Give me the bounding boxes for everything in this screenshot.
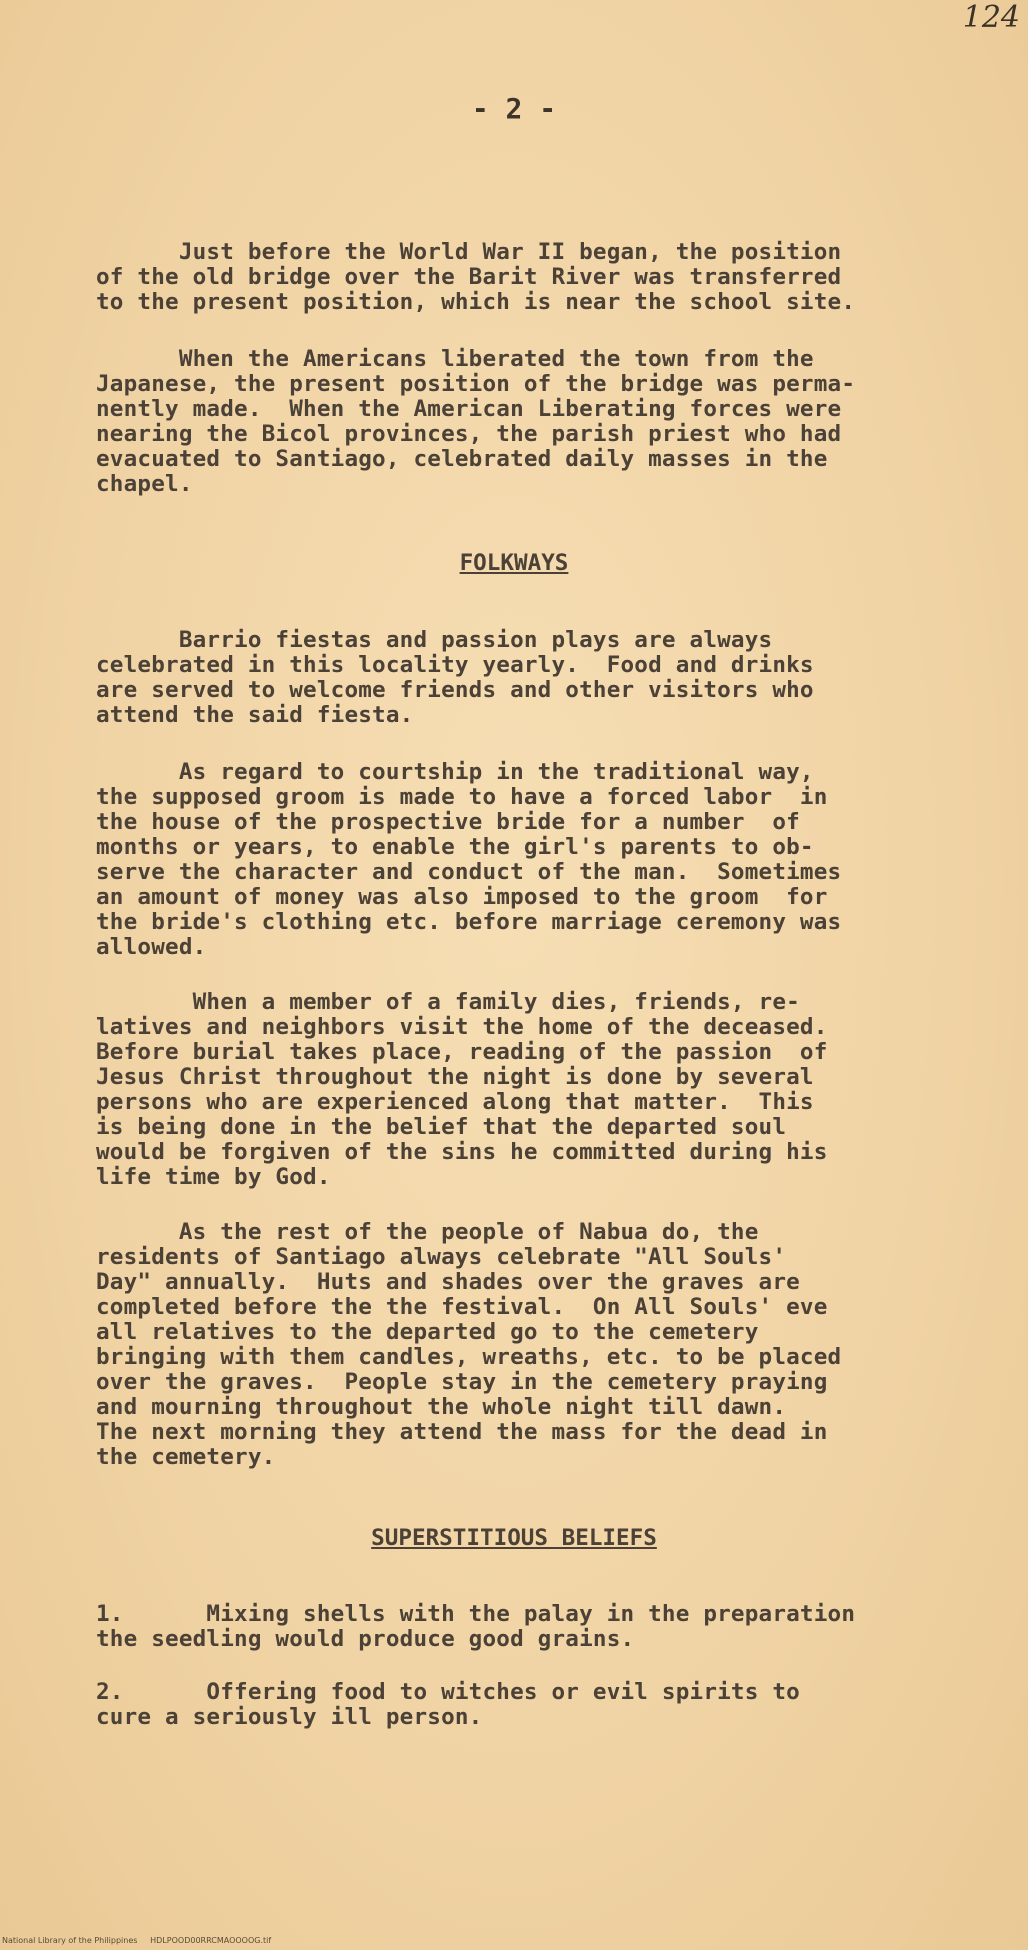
handwritten-page-number: 124 [962, 0, 1020, 35]
text-line: chapel. [96, 471, 193, 497]
text-line: When a member of a family dies, friends, re- [96, 989, 800, 1015]
text-line: When the Americans liberated the town from the [96, 346, 814, 372]
text-line: residents of Santiago always celebrate "All Souls' [96, 1244, 787, 1270]
paragraph-death [96, 990, 956, 1190]
text-line: and mourning throughout the whole night till dawn. [96, 1394, 787, 1420]
text-line: nearing the Bicol provinces, the parish priest who had [96, 421, 842, 447]
paragraph-fiestas [96, 628, 956, 728]
archive-footer: National Library of the Philippines HDLPOOD00RRCMAOOOOG.tif [2, 1936, 272, 1945]
text-line: over the graves. People stay in the cemetery praying [96, 1369, 828, 1395]
heading-folkways: FOLKWAYS [459, 550, 569, 576]
text-line: completed before the the festival. On All Souls' eve [96, 1294, 828, 1320]
text-line: is being done in the belief that the departed soul [96, 1114, 787, 1140]
text-line: the house of the prospective bride for a number of [96, 809, 800, 835]
text-line: an amount of money was also imposed to the groom for [96, 884, 828, 910]
text-line: As the rest of the people of Nabua do, the [96, 1219, 759, 1245]
text-line: Jesus Christ throughout the night is done by several [96, 1064, 814, 1090]
text-line: evacuated to Santiago, celebrated daily masses in the [96, 446, 828, 472]
text-line: 2. Offering food to witches or evil spirits to [96, 1679, 800, 1705]
paragraph-courtship [96, 760, 956, 960]
text-line: all relatives to the departed go to the cemetery [96, 1319, 759, 1345]
text-line: Before burial takes place, reading of the passion of [96, 1039, 828, 1065]
text-line: celebrated in this locality yearly. Food and drinks [96, 652, 814, 678]
text-line: the supposed groom is made to have a forced labor in [96, 784, 828, 810]
page-number: - 2 - [471, 92, 557, 125]
text-line: the bride's clothing etc. before marriage ceremony was [96, 909, 842, 935]
text-line: months or years, to enable the girl's parents to ob- [96, 834, 814, 860]
text-line: to the present position, which is near the school site. [96, 289, 856, 315]
text-line: attend the said fiesta. [96, 702, 414, 728]
paragraph-liberation [96, 347, 956, 497]
belief-item-1 [96, 1602, 956, 1652]
text-line: cure a seriously ill person. [96, 1704, 483, 1730]
text-line: Day" annually. Huts and shades over the graves are [96, 1269, 800, 1295]
text-line: 1. Mixing shells with the palay in the preparation [96, 1601, 856, 1627]
heading-superstitious-beliefs: SUPERSTITIOUS BELIEFS [371, 1525, 657, 1551]
text-line: Barrio fiestas and passion plays are always [96, 627, 773, 653]
text-line: As regard to courtship in the traditional way, [96, 759, 814, 785]
text-line: Just before the World War II began, the position [96, 239, 842, 265]
belief-item-2 [96, 1680, 956, 1730]
text-line: the seedling would produce good grains. [96, 1626, 635, 1652]
text-line: latives and neighbors visit the home of the deceased. [96, 1014, 828, 1040]
text-line: The next morning they attend the mass for the dead in [96, 1419, 828, 1445]
text-line: bringing with them candles, wreaths, etc. to be placed [96, 1344, 842, 1370]
text-line: Japanese, the present position of the bridge was perma- [96, 371, 856, 397]
text-line: nently made. When the American Liberating forces were [96, 396, 842, 422]
text-line: the cemetery. [96, 1444, 276, 1470]
text-line: are served to welcome friends and other visitors who [96, 677, 814, 703]
text-line: of the old bridge over the Barit River was transferred [96, 264, 842, 290]
text-line: allowed. [96, 934, 207, 960]
text-line: would be forgiven of the sins he committed during his [96, 1139, 828, 1165]
text-line: life time by God. [96, 1164, 331, 1190]
paragraph-bridge [96, 240, 956, 315]
text-line: persons who are experienced along that matter. This [96, 1089, 814, 1115]
paragraph-all-souls [96, 1220, 956, 1470]
text-line: serve the character and conduct of the man. Sometimes [96, 859, 842, 885]
